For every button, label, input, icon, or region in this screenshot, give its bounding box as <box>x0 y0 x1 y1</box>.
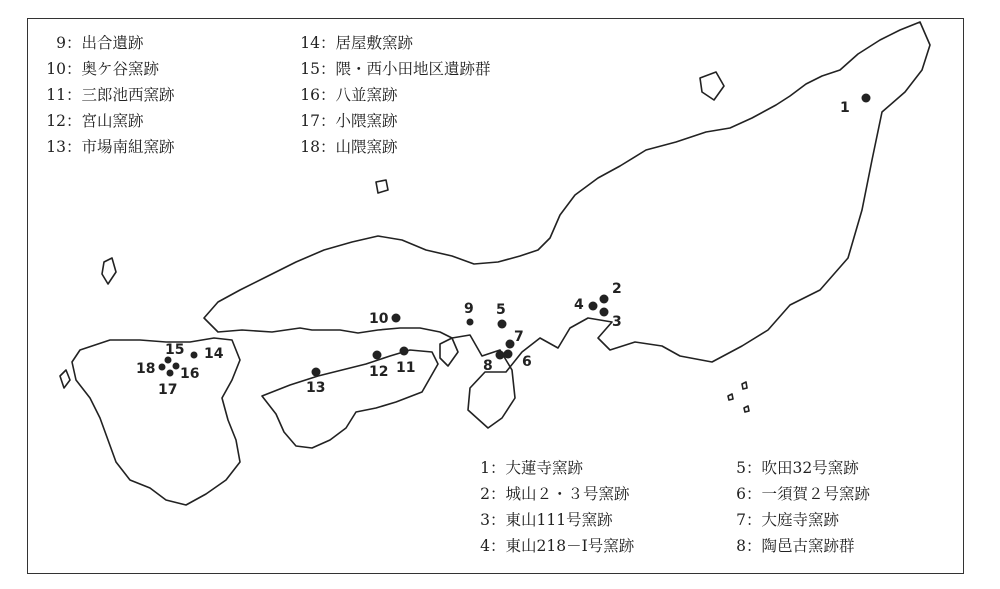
legend-row <box>46 108 175 134</box>
site-label-2: 2 <box>612 281 622 297</box>
site-dot-6 <box>504 350 513 359</box>
site-dot-3 <box>600 308 609 317</box>
legend-site-name: 奥ケ谷窯跡 <box>81 60 160 78</box>
legend-row <box>300 134 491 160</box>
legend-site-name: 宮山窯跡 <box>81 112 144 130</box>
izu-island-2 <box>728 394 733 400</box>
legend-separator: ： <box>320 34 336 52</box>
site-label-13: 13 <box>306 380 326 396</box>
site-label-4: 4 <box>574 297 584 313</box>
legend-row <box>734 507 870 533</box>
legend-number: 9 <box>56 34 66 52</box>
legend-separator: ： <box>320 60 336 78</box>
sado-island <box>700 72 724 100</box>
legend-site-name: 三郎池西窯跡 <box>81 86 175 104</box>
legend-separator: ： <box>66 60 82 78</box>
legend-top-left <box>46 30 175 160</box>
oki-island <box>376 180 388 193</box>
site-dot-18 <box>159 364 166 371</box>
legend-separator: ： <box>746 485 762 503</box>
legend-row <box>300 108 491 134</box>
site-dot-2 <box>600 295 609 304</box>
legend-number: 17 <box>300 112 320 130</box>
legend-top-right <box>300 30 491 160</box>
legend-row <box>46 82 175 108</box>
legend-bottom-right <box>734 455 870 559</box>
site-label-6: 6 <box>522 354 532 370</box>
legend-row <box>46 56 175 82</box>
site-label-16: 16 <box>180 366 200 382</box>
site-label-3: 3 <box>612 314 622 330</box>
legend-separator: ： <box>490 459 506 477</box>
legend-site-name: 一須賀２号窯跡 <box>761 485 871 503</box>
legend-site-name: 隈・西小田地区遺跡群 <box>335 60 491 78</box>
site-dot-17 <box>167 370 174 377</box>
legend-number: 10 <box>46 60 66 78</box>
legend-separator: ： <box>320 112 336 130</box>
site-label-11: 11 <box>396 360 416 376</box>
legend-site-name: 東山218－Ⅰ号窯跡 <box>505 537 635 555</box>
site-label-15: 15 <box>165 342 185 358</box>
site-label-18: 18 <box>136 361 156 377</box>
legend-row <box>300 82 491 108</box>
legend-site-name: 山隈窯跡 <box>335 138 398 156</box>
site-label-7: 7 <box>514 329 524 345</box>
legend-site-name: 陶邑古窯跡群 <box>761 537 855 555</box>
site-dot-16 <box>173 363 180 370</box>
legend-bottom-left <box>478 455 634 559</box>
legend-separator: ： <box>746 459 762 477</box>
izu-island-1 <box>742 382 747 389</box>
izu-island-3 <box>744 406 749 412</box>
site-label-10: 10 <box>369 311 389 327</box>
legend-number: 16 <box>300 86 320 104</box>
kyushu-coastline <box>72 338 240 505</box>
legend-number: 7 <box>736 511 746 529</box>
legend-separator: ： <box>746 511 762 529</box>
site-label-9: 9 <box>464 301 474 317</box>
site-dot-13 <box>312 368 321 377</box>
awaji-island <box>440 338 458 366</box>
site-label-5: 5 <box>496 302 506 318</box>
legend-row <box>734 533 870 559</box>
legend-number: 14 <box>300 34 320 52</box>
site-dot-1 <box>862 94 871 103</box>
legend-separator: ： <box>320 138 336 156</box>
site-label-17: 17 <box>158 382 178 398</box>
legend-number: 18 <box>300 138 320 156</box>
legend-number: 5 <box>736 459 746 477</box>
legend-site-name: 出合遺跡 <box>81 34 144 52</box>
legend-site-name: 居屋敷窯跡 <box>335 34 414 52</box>
site-dot-11 <box>400 347 409 356</box>
legend-row <box>478 481 634 507</box>
legend-site-name: 大庭寺窯跡 <box>761 511 840 529</box>
legend-number: 4 <box>480 537 490 555</box>
legend-site-name: 吹田32号窯跡 <box>761 459 859 477</box>
site-label-1: 1 <box>840 100 850 116</box>
legend-site-name: 市場南組窯跡 <box>81 138 175 156</box>
legend-row <box>300 30 491 56</box>
legend-row <box>734 481 870 507</box>
site-dot-12 <box>373 351 382 360</box>
legend-row <box>300 56 491 82</box>
legend-separator: ： <box>66 34 82 52</box>
site-label-8: 8 <box>483 358 493 374</box>
legend-site-name: 城山２・３号窯跡 <box>505 485 630 503</box>
site-dot-8 <box>496 351 505 360</box>
legend-site-name: 東山111号窯跡 <box>505 511 613 529</box>
legend-number: 3 <box>480 511 490 529</box>
legend-number: 6 <box>736 485 746 503</box>
tsushima-island <box>102 258 116 284</box>
legend-number: 12 <box>46 112 66 130</box>
legend-row <box>478 533 634 559</box>
site-dot-10 <box>392 314 401 323</box>
legend-row <box>478 455 634 481</box>
legend-separator: ： <box>66 112 82 130</box>
legend-row <box>734 455 870 481</box>
legend-separator: ： <box>746 537 762 555</box>
site-dot-14 <box>191 352 198 359</box>
legend-number: 13 <box>46 138 66 156</box>
legend-separator: ： <box>490 511 506 529</box>
legend-row <box>46 30 175 56</box>
legend-site-name: 大蓮寺窯跡 <box>505 459 584 477</box>
legend-site-name: 小隈窯跡 <box>335 112 398 130</box>
legend-row <box>46 134 175 160</box>
site-dot-9 <box>467 319 474 326</box>
site-label-14: 14 <box>204 346 224 362</box>
legend-number: 8 <box>736 537 746 555</box>
legend-number: 15 <box>300 60 320 78</box>
legend-number: 1 <box>480 459 490 477</box>
site-label-12: 12 <box>369 364 389 380</box>
legend-separator: ： <box>490 537 506 555</box>
legend-site-name: 八並窯跡 <box>335 86 398 104</box>
legend-row <box>478 507 634 533</box>
legend-separator: ： <box>66 86 82 104</box>
legend-separator: ： <box>490 485 506 503</box>
legend-separator: ： <box>66 138 82 156</box>
goto-island <box>60 370 70 388</box>
legend-number: 11 <box>46 86 66 104</box>
site-dot-5 <box>498 320 507 329</box>
legend-separator: ： <box>320 86 336 104</box>
legend-number: 2 <box>480 485 490 503</box>
site-dot-4 <box>589 302 598 311</box>
